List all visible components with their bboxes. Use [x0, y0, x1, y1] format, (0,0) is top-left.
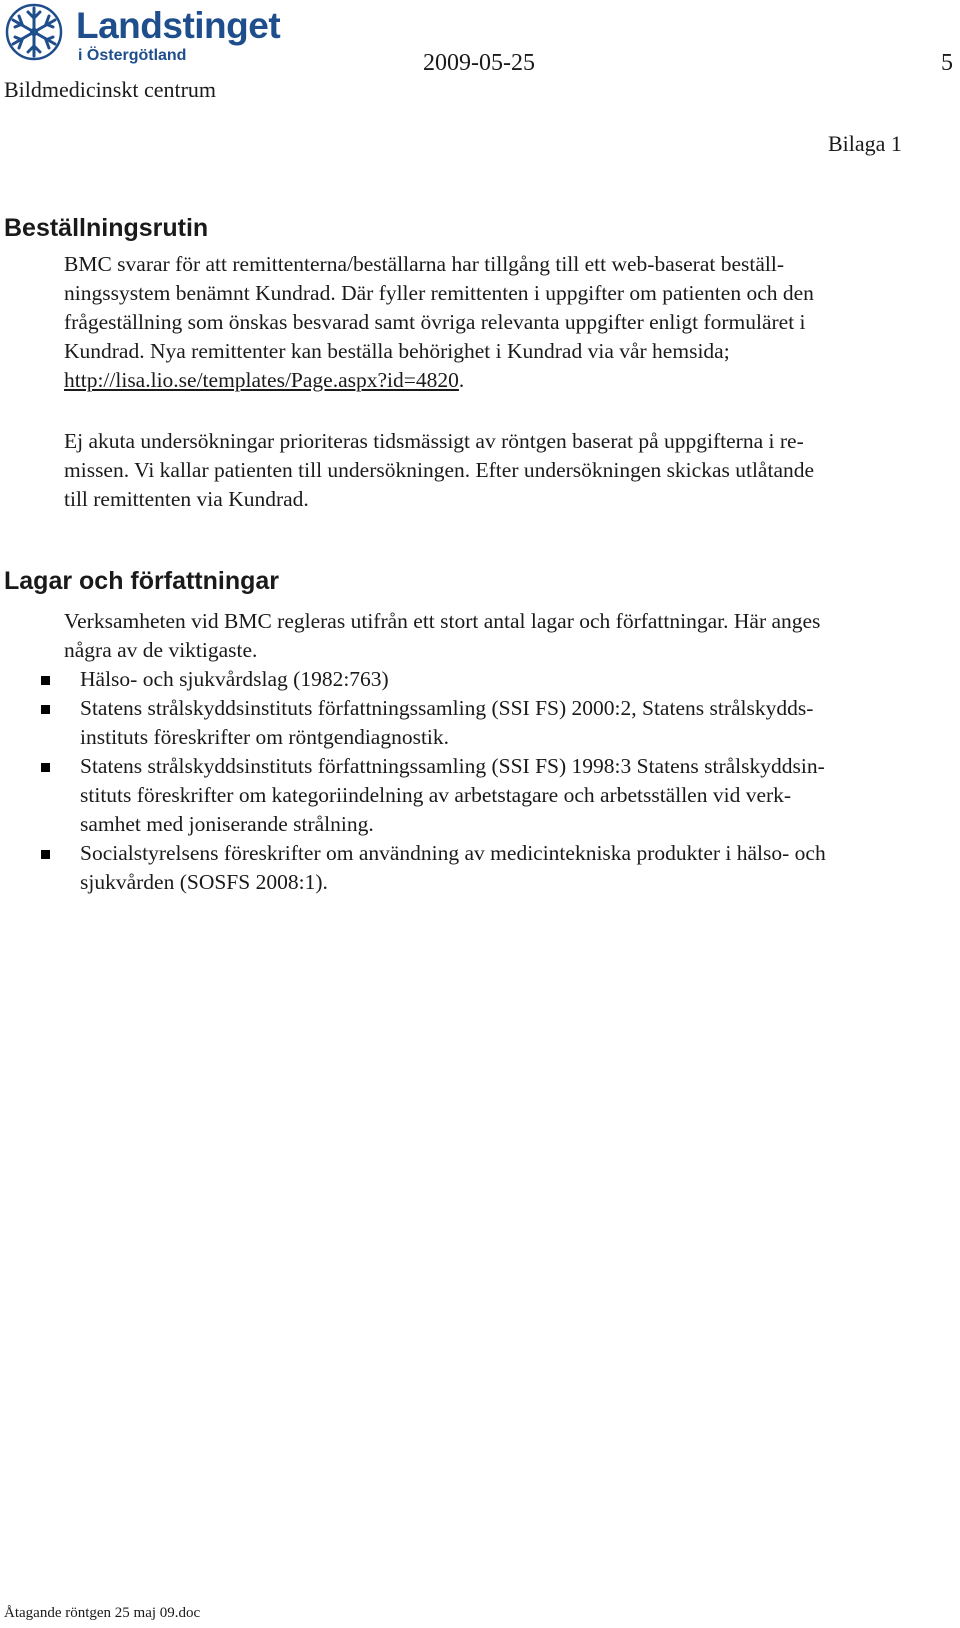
list-item [0, 694, 960, 752]
text-line: missen. Vi kallar patienten till undersökningen. Efter undersökningen skickas utlåtande [64, 458, 815, 482]
snowflake-emblem-icon [4, 2, 64, 62]
laws-intro-paragraph [64, 607, 960, 665]
text-line: BMC svarar för att remittenterna/beställarna har tillgång till ett web-baserat beställ- [64, 252, 784, 276]
list-item [0, 665, 960, 694]
list-item [0, 752, 960, 839]
text-line: sjukvården (SOSFS 2008:1). [80, 870, 328, 894]
text-line: stituts föreskrifter om kategoriindelning av arbetstagare och arbetsställen vid verk- [80, 783, 792, 807]
text-line: Statens strålskyddsinstituts författningssamling (SSI FS) 1998:3 Statens strålskyddsin- [80, 754, 825, 778]
priority-paragraph [64, 427, 960, 514]
logo-title: Landstinget [76, 5, 281, 46]
link-line [64, 366, 960, 395]
section-heading-ordering: Beställningsrutin [4, 214, 209, 242]
text-line: Socialstyrelsens föreskrifter om användning av medicintekniska produkter i hälso- och [80, 841, 826, 865]
text-line: några av de viktigaste. [64, 638, 258, 662]
text-line: frågeställning som önskas besvarad samt övriga relevanta uppgifter enligt formuläret i [64, 310, 806, 334]
square-bullet-icon [41, 763, 50, 772]
text-line: instituts föreskrifter om röntgendiagnostik. [80, 725, 450, 749]
kundrad-link[interactable]: http://lisa.lio.se/templates/Page.aspx?id=4820 [64, 368, 459, 392]
square-bullet-icon [41, 705, 50, 714]
text-line: Verksamheten vid BMC regleras utifrån ett stort antal lagar och författningar. Här anges [64, 609, 821, 633]
text-line: Kundrad. Nya remittenter kan beställa behörighet i Kundrad via vår hemsida; [64, 339, 730, 363]
square-bullet-icon [41, 850, 50, 859]
text-line: Statens strålskyddsinstituts författningssamling (SSI FS) 2000:2, Statens strålskydds- [80, 696, 814, 720]
page-number: 5 [941, 50, 953, 76]
square-bullet-icon [41, 676, 50, 685]
text-line: ningssystem benämnt Kundrad. Där fyller remittenten i uppgifter om patienten och den [64, 281, 814, 305]
appendix-label: Bilaga 1 [828, 131, 902, 156]
text-line: Hälso- och sjukvårdslag (1982:763) [80, 667, 389, 691]
link-suffix: . [458, 368, 465, 392]
laws-list [0, 665, 960, 897]
text-line: till remittenten via Kundrad. [64, 487, 309, 511]
list-item [0, 839, 960, 897]
footer-filename: Åtagande röntgen 25 maj 09.doc [4, 1605, 201, 1621]
ordering-paragraph [64, 250, 960, 395]
text-line: Ej akuta undersökningar prioriteras tidsmässigt av röntgen baserat på uppgifterna i re- [64, 429, 804, 453]
section-heading-laws: Lagar och författningar [4, 567, 280, 595]
logo-subtitle: i Östergötland [78, 47, 187, 64]
department-name: Bildmedicinskt centrum [4, 77, 217, 102]
document-date: 2009-05-25 [423, 50, 535, 76]
text-line: samhet med joniserande strålning. [80, 812, 374, 836]
